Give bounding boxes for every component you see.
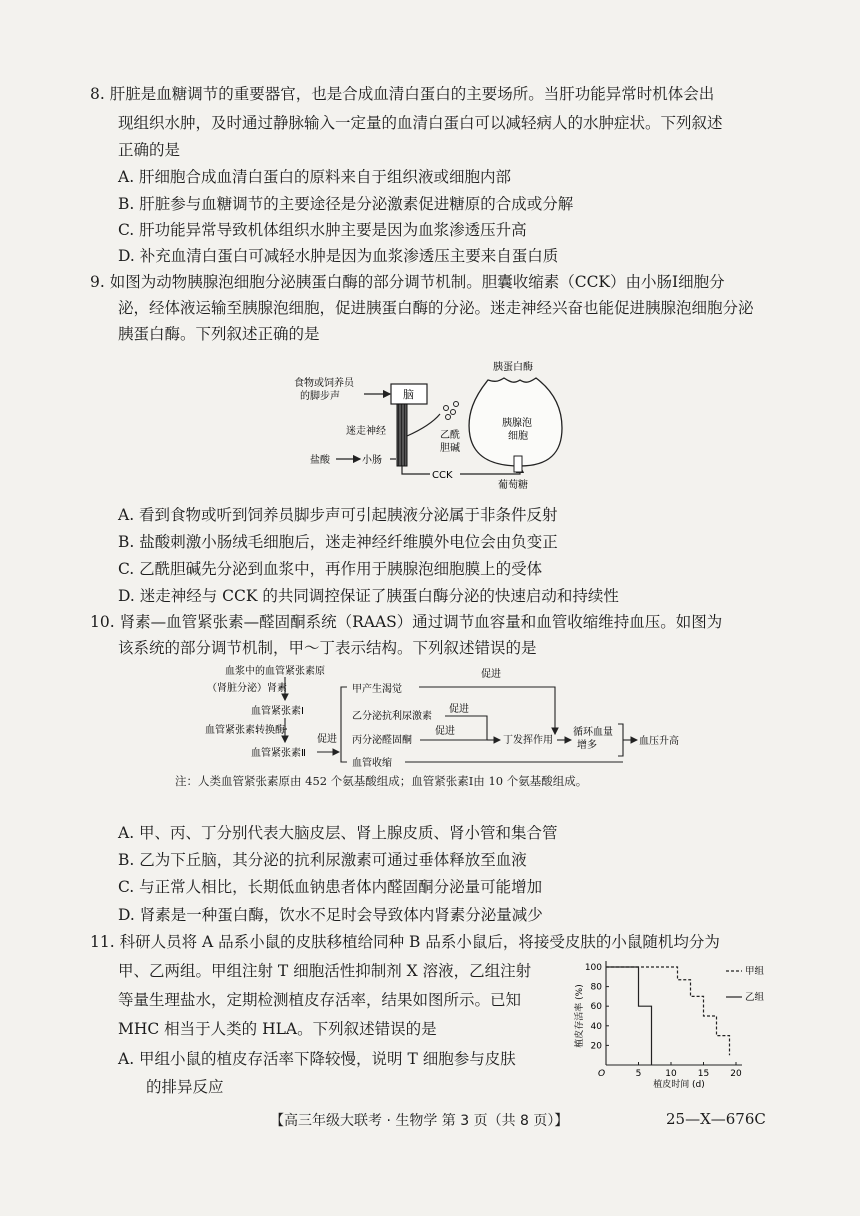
y-axis-label: 植皮存活率 (%) <box>575 984 585 1048</box>
q11-stem-line3: 等量生理盐水，定期检测植皮存活率，结果如图所示。已知 <box>118 991 522 1009</box>
brain-label: 脑 <box>403 388 414 401</box>
q8-stem-line2: 现组织水肿，及时通过静脉输入一定量的血清白蛋白可以减轻病人的水肿症状。下列叙述 <box>118 114 723 132</box>
target-aldosterone: 丙分泌醛固酮 <box>352 735 412 746</box>
ang1-label: 血管紧张素Ⅰ <box>251 706 304 717</box>
raas-diagram <box>205 662 750 772</box>
graft-survival-chart <box>560 955 765 1090</box>
q11-stem-line4: MHC 相当于人类的 HLA。下列叙述错误的是 <box>118 1020 437 1038</box>
q10-option-a: A. 甲、丙、丁分别代表大脑皮层、肾上腺皮质、肾小管和集合管 <box>118 824 558 842</box>
y-tick-label: 60 <box>590 1002 602 1013</box>
q11-stem-line1: 11. 科研人员将 A 品系小鼠的皮肤移植给同种 B 品系小鼠后，将接受皮肤的小鼠随机均分为 <box>90 933 720 951</box>
q9-option-b: B. 盐酸刺激小肠绒毛细胞后，迷走神经纤维膜外电位会由负变正 <box>118 533 558 551</box>
x-tick-label: 15 <box>697 1069 710 1079</box>
q9-stem-line1: 9. 如图为动物胰腺泡细胞分泌胰蛋白酶的部分调节机制。胆囊收缩素（CCK）由小肠Ⅰ细胞分 <box>90 273 725 291</box>
blood-volume-label-1: 循环血量 <box>573 727 613 738</box>
renin-label: （肾脏分泌）肾素 <box>207 683 287 694</box>
glucose-label: 葡萄糖 <box>498 480 528 491</box>
y-tick-label: 40 <box>590 1021 602 1032</box>
acinar-label-1: 胰腺泡 <box>502 418 532 429</box>
ach-label-1: 乙酰 <box>440 430 460 441</box>
q10-option-c: C. 与正常人相比，长期低血钠患者体内醛固酮分泌量可能增加 <box>118 878 543 896</box>
ace-label: 血管紧张素转换酶 <box>205 725 285 736</box>
intestine-label: 小肠 <box>362 455 382 466</box>
ach-label-2: 胆碱 <box>440 443 460 454</box>
footer-code: 25—X—676C <box>666 1110 766 1128</box>
vagus-label: 迷走神经 <box>346 426 386 437</box>
cck-label: CCK <box>432 470 453 481</box>
acid-label: 盐酸 <box>310 455 330 466</box>
series-line-2 <box>606 967 652 1065</box>
q10-option-b: B. 乙为下丘脑，其分泌的抗利尿激素可通过垂体释放至血液 <box>118 851 527 869</box>
bp-label: 血压升高 <box>639 736 679 747</box>
promote-label-4: 促进 <box>435 726 455 737</box>
promote-label-1: 促进 <box>317 734 337 745</box>
stimulus-label-1: 食物或饲养员 <box>294 378 354 389</box>
target-vasoconstriction: 血管收缩 <box>352 758 392 769</box>
q11-option-a-line1: A. 甲组小鼠的植皮存活率下降较慢，说明 T 细胞参与皮肤 <box>118 1050 516 1068</box>
q9-stem-line3: 胰蛋白酶。下列叙述正确的是 <box>118 325 320 343</box>
vagus-nerve-bar <box>397 404 407 466</box>
q9-option-a: A. 看到食物或听到饲养员脚步声可引起胰液分泌属于非条件反射 <box>118 506 558 524</box>
glucose-transporter <box>514 456 522 472</box>
q8-option-c: C. 肝功能异常导致机体组织水肿主要是因为血浆渗透压升高 <box>118 221 527 239</box>
q11-stem-line2: 甲、乙两组。甲组注射 T 细胞活性抑制剂 X 溶液，乙组注射 <box>118 962 532 980</box>
footer-title: 【高三年级大联考 · 生物学 第 3 页（共 8 页）】 <box>270 1113 569 1129</box>
q10-note: 注：人类血管紧张素原由 452 个氨基酸组成；血管紧张素Ⅰ由 10 个氨基酸组成。 <box>175 774 588 788</box>
promote-label-3: 促进 <box>449 704 469 715</box>
q9-option-d: D. 迷走神经与 CCK 的共同调控保证了胰蛋白酶分泌的快速启动和持续性 <box>118 587 619 605</box>
x-tick-label: 10 <box>665 1069 677 1079</box>
y-tick-label: 20 <box>590 1041 602 1052</box>
target-adh: 乙分泌抗利尿激素 <box>352 711 432 722</box>
q10-option-d: D. 肾素是一种蛋白酶，饮水不足时会导致体内肾素分泌量减少 <box>118 906 543 924</box>
origin-label: O <box>598 1069 606 1079</box>
q8-option-b: B. 肝脏参与血糖调节的主要途径是分泌激素促进糖原的合成或分解 <box>118 195 574 213</box>
x-axis-label: 植皮时间 (d) <box>653 1080 705 1090</box>
q11-option-a-line2: 的排异反应 <box>146 1078 224 1096</box>
ding-label: 丁发挥作用 <box>503 735 553 746</box>
q8-stem-line1: 8. 肝脏是血糖调节的重要器官，也是合成血清白蛋白的主要场所。当肝功能异常时机体会出 <box>90 85 715 103</box>
ang2-label: 血管紧张素Ⅱ <box>251 748 306 759</box>
legend-label-1: 甲组 <box>745 966 765 977</box>
q8-option-a: A. 肝细胞合成血清白蛋白的原料来自于组织液或细胞内部 <box>118 168 512 186</box>
q8-option-d: D. 补充血清白蛋白可减轻水肿是因为血浆渗透压主要来自蛋白质 <box>118 247 559 265</box>
blood-volume-label-2: 增多 <box>577 740 597 751</box>
trypsin-label: 胰蛋白酶 <box>493 362 533 373</box>
y-tick-label: 80 <box>590 982 602 993</box>
x-tick-label: 20 <box>730 1069 742 1079</box>
series-line-1 <box>606 967 730 1055</box>
q9-option-c: C. 乙酰胆碱先分泌到血浆中，再作用于胰腺泡细胞膜上的受体 <box>118 560 543 578</box>
target-thirst: 甲产生渴觉 <box>352 684 402 695</box>
acinar-label-2: 细胞 <box>508 431 528 442</box>
pancreas-regulation-diagram <box>290 356 590 491</box>
promote-label-2: 促进 <box>481 669 501 680</box>
q10-stem-line2: 该系统的部分调节机制，甲～丁表示结构。下列叙述错误的是 <box>118 639 537 657</box>
x-tick-label: 5 <box>635 1069 642 1079</box>
legend-label-2: 乙组 <box>745 992 765 1003</box>
stimulus-label-2: 的脚步声 <box>300 391 340 402</box>
q10-stem-line1: 10. 肾素—血管紧张素—醛固酮系统（RAAS）通过调节血容量和血管收缩维持血压。如图为 <box>90 613 723 631</box>
angiotensinogen-label: 血浆中的血管紧张素原 <box>225 666 325 677</box>
q9-stem-line2: 泌，经体液运输至胰腺泡细胞，促进胰蛋白酶的分泌。迷走神经兴奋也能促进胰腺泡细胞分泌 <box>118 299 754 317</box>
y-tick-label: 100 <box>584 963 602 973</box>
q8-stem-line3: 正确的是 <box>118 141 181 159</box>
